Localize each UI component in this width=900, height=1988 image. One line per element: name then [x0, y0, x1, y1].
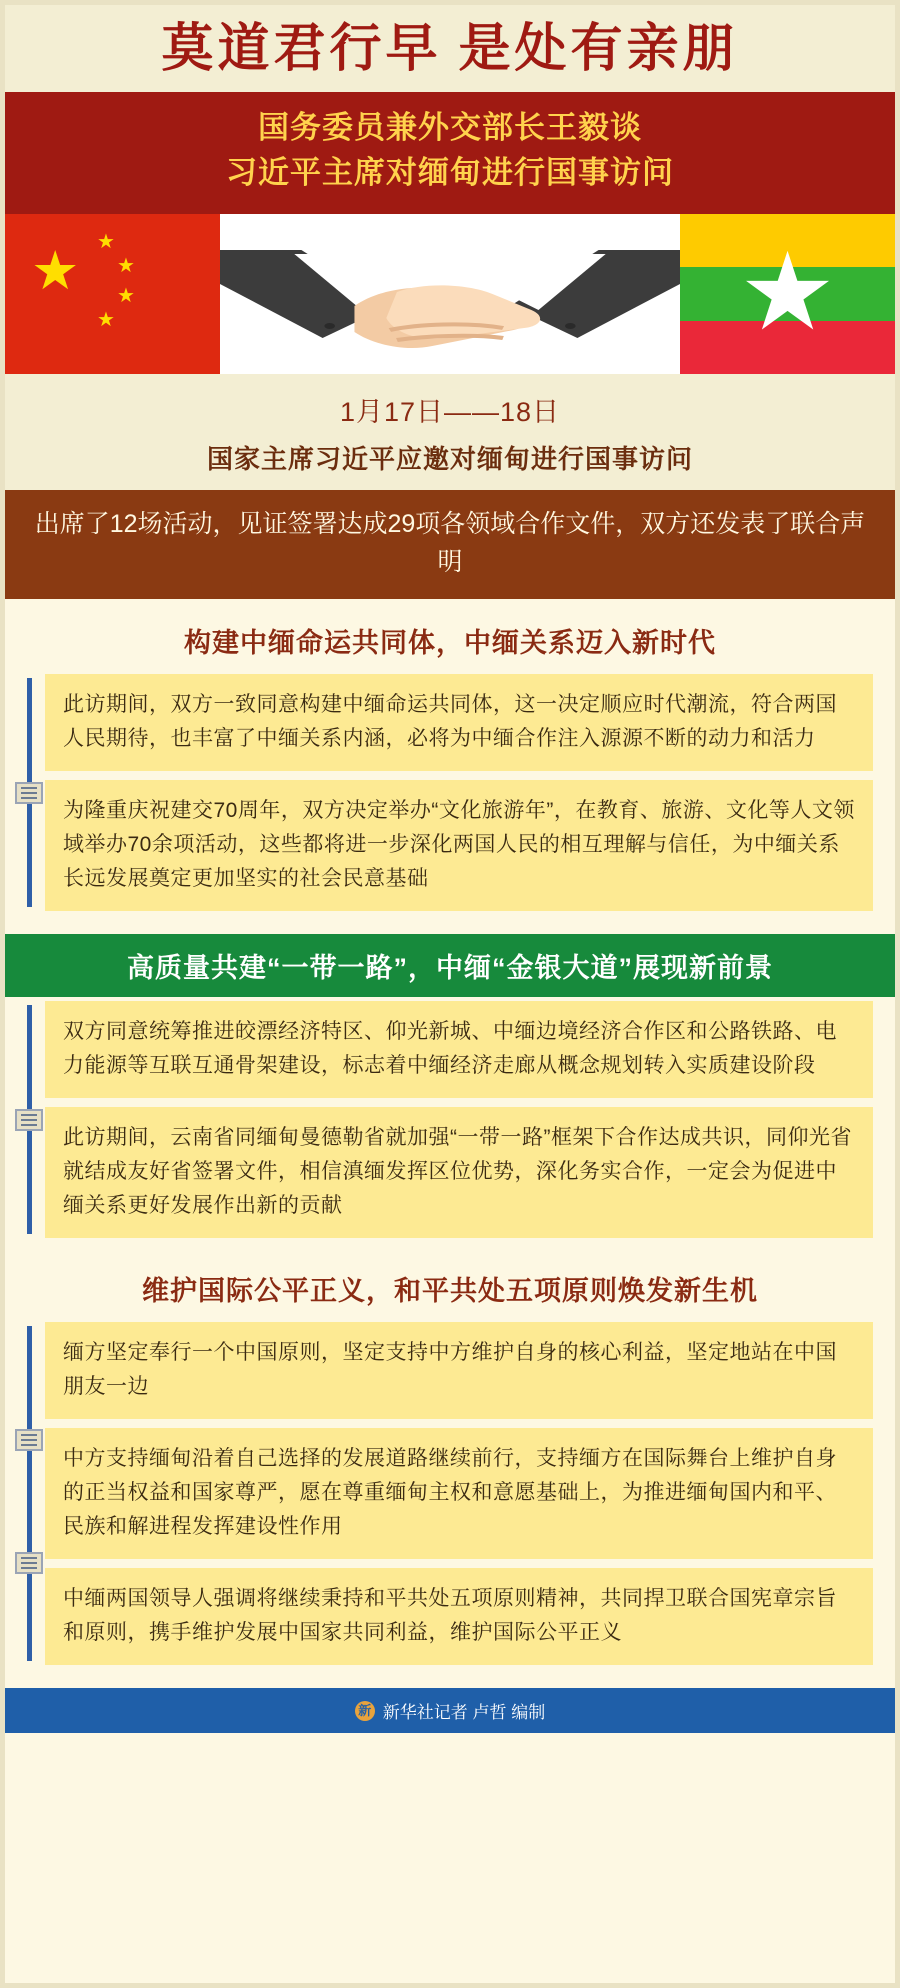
section-3-heading: 维护国际公平正义，和平共处五项原则焕发新生机	[142, 1276, 758, 1307]
list-item: 双方同意统筹推进皎漂经济特区、仰光新城、中缅边境经济合作区和公路铁路、电力能源等互联互通骨架建设，标志着中缅经济走廊从概念规划转入实质建设阶段	[45, 1001, 873, 1098]
main-title-block	[5, 5, 895, 92]
timeline-node-icon	[15, 782, 43, 804]
visit-headline: 国家主席习近平应邀对缅甸进行国事访问	[206, 444, 693, 475]
section-1	[5, 603, 895, 924]
china-flag-icon	[5, 214, 220, 374]
section-1-heading: 构建中缅命运共同体，中缅关系迈入新时代	[184, 628, 716, 659]
list-item: 此访期间，云南省同缅甸曼德勒省就加强“一带一路”框架下合作达成共识，同仰光省就结成友好省签署文件，相信滇缅发挥区位优势，深化务实合作，一定会为促进中缅关系更好发展作出新的贡献	[45, 1107, 873, 1238]
list-item: 此访期间，双方一致同意构建中缅命运共同体，这一决定顺应时代潮流，符合两国人民期待，也丰富了中缅关系内涵，必将为中缅合作注入源源不断的动力和活力	[45, 674, 873, 771]
section-3	[5, 1251, 895, 1678]
date-block	[5, 374, 895, 490]
list-item: 缅方坚定奉行一个中国原则，坚定支持中方维护自身的核心利益，坚定地站在中国朋友一边	[45, 1322, 873, 1419]
china-flag-small-star-icon: ★	[97, 231, 115, 254]
visit-dates: 1月17日——18日	[339, 397, 561, 428]
timeline-node-icon	[15, 1429, 43, 1451]
subtitle-line-2: 习近平主席对缅甸进行国事访问	[226, 155, 674, 191]
xinhua-logo-icon: 新	[355, 1701, 375, 1721]
section-1-items	[5, 674, 895, 911]
section-3-items	[5, 1322, 895, 1665]
china-flag-small-star-icon: ★	[117, 285, 135, 308]
list-item: 为隆重庆祝建交70周年，双方决定举办“文化旅游年”，在教育、旅游、文化等人文领域举办70余项活动，这些都将进一步深化两国人民的相互理解与信任，为中缅关系长远发展奠定更加坚实的社会民意基础	[45, 780, 873, 911]
summary-band: 出席了12场活动，见证签署达成29项各领域合作文件，双方还发表了联合声明	[5, 490, 895, 599]
timeline-node-icon	[15, 1109, 43, 1131]
handshake-illustration-icon	[220, 214, 680, 374]
credit-text: 新华社记者 卢哲 编制	[382, 1703, 546, 1723]
section-2-items	[5, 1001, 895, 1238]
china-flag-small-star-icon: ★	[117, 255, 135, 278]
timeline-node-icon	[15, 1552, 43, 1574]
footer-credit-bar	[5, 1688, 895, 1733]
section-2	[5, 934, 895, 1251]
subtitle-band	[5, 92, 895, 214]
page-title: 莫道君行早 是处有亲朋	[161, 21, 739, 78]
myanmar-flag-star-icon: ★	[739, 230, 836, 352]
sections-container	[5, 599, 895, 1678]
china-flag-big-star-icon: ★	[31, 241, 80, 302]
list-item: 中方支持缅甸沿着自己选择的发展道路继续前行，支持缅方在国际舞台上维护自身的正当权益和国家尊严，愿在尊重缅甸主权和意愿基础上，为推进缅甸国内和平、民族和解进程发挥建设性作用	[45, 1428, 873, 1559]
subtitle-line-1: 国务委员兼外交部长王毅谈	[258, 110, 642, 146]
flag-handshake-row	[5, 214, 895, 374]
list-item: 中缅两国领导人强调将继续秉持和平共处五项原则精神，共同捍卫联合国宪章宗旨和原则，携手维护发展中国家共同利益，维护国际公平正义	[45, 1568, 873, 1665]
myanmar-flag-icon	[680, 214, 895, 374]
section-2-heading: 高质量共建“一带一路”，中缅“金银大道”展现新前景	[5, 934, 895, 997]
china-flag-small-star-icon: ★	[97, 309, 115, 332]
